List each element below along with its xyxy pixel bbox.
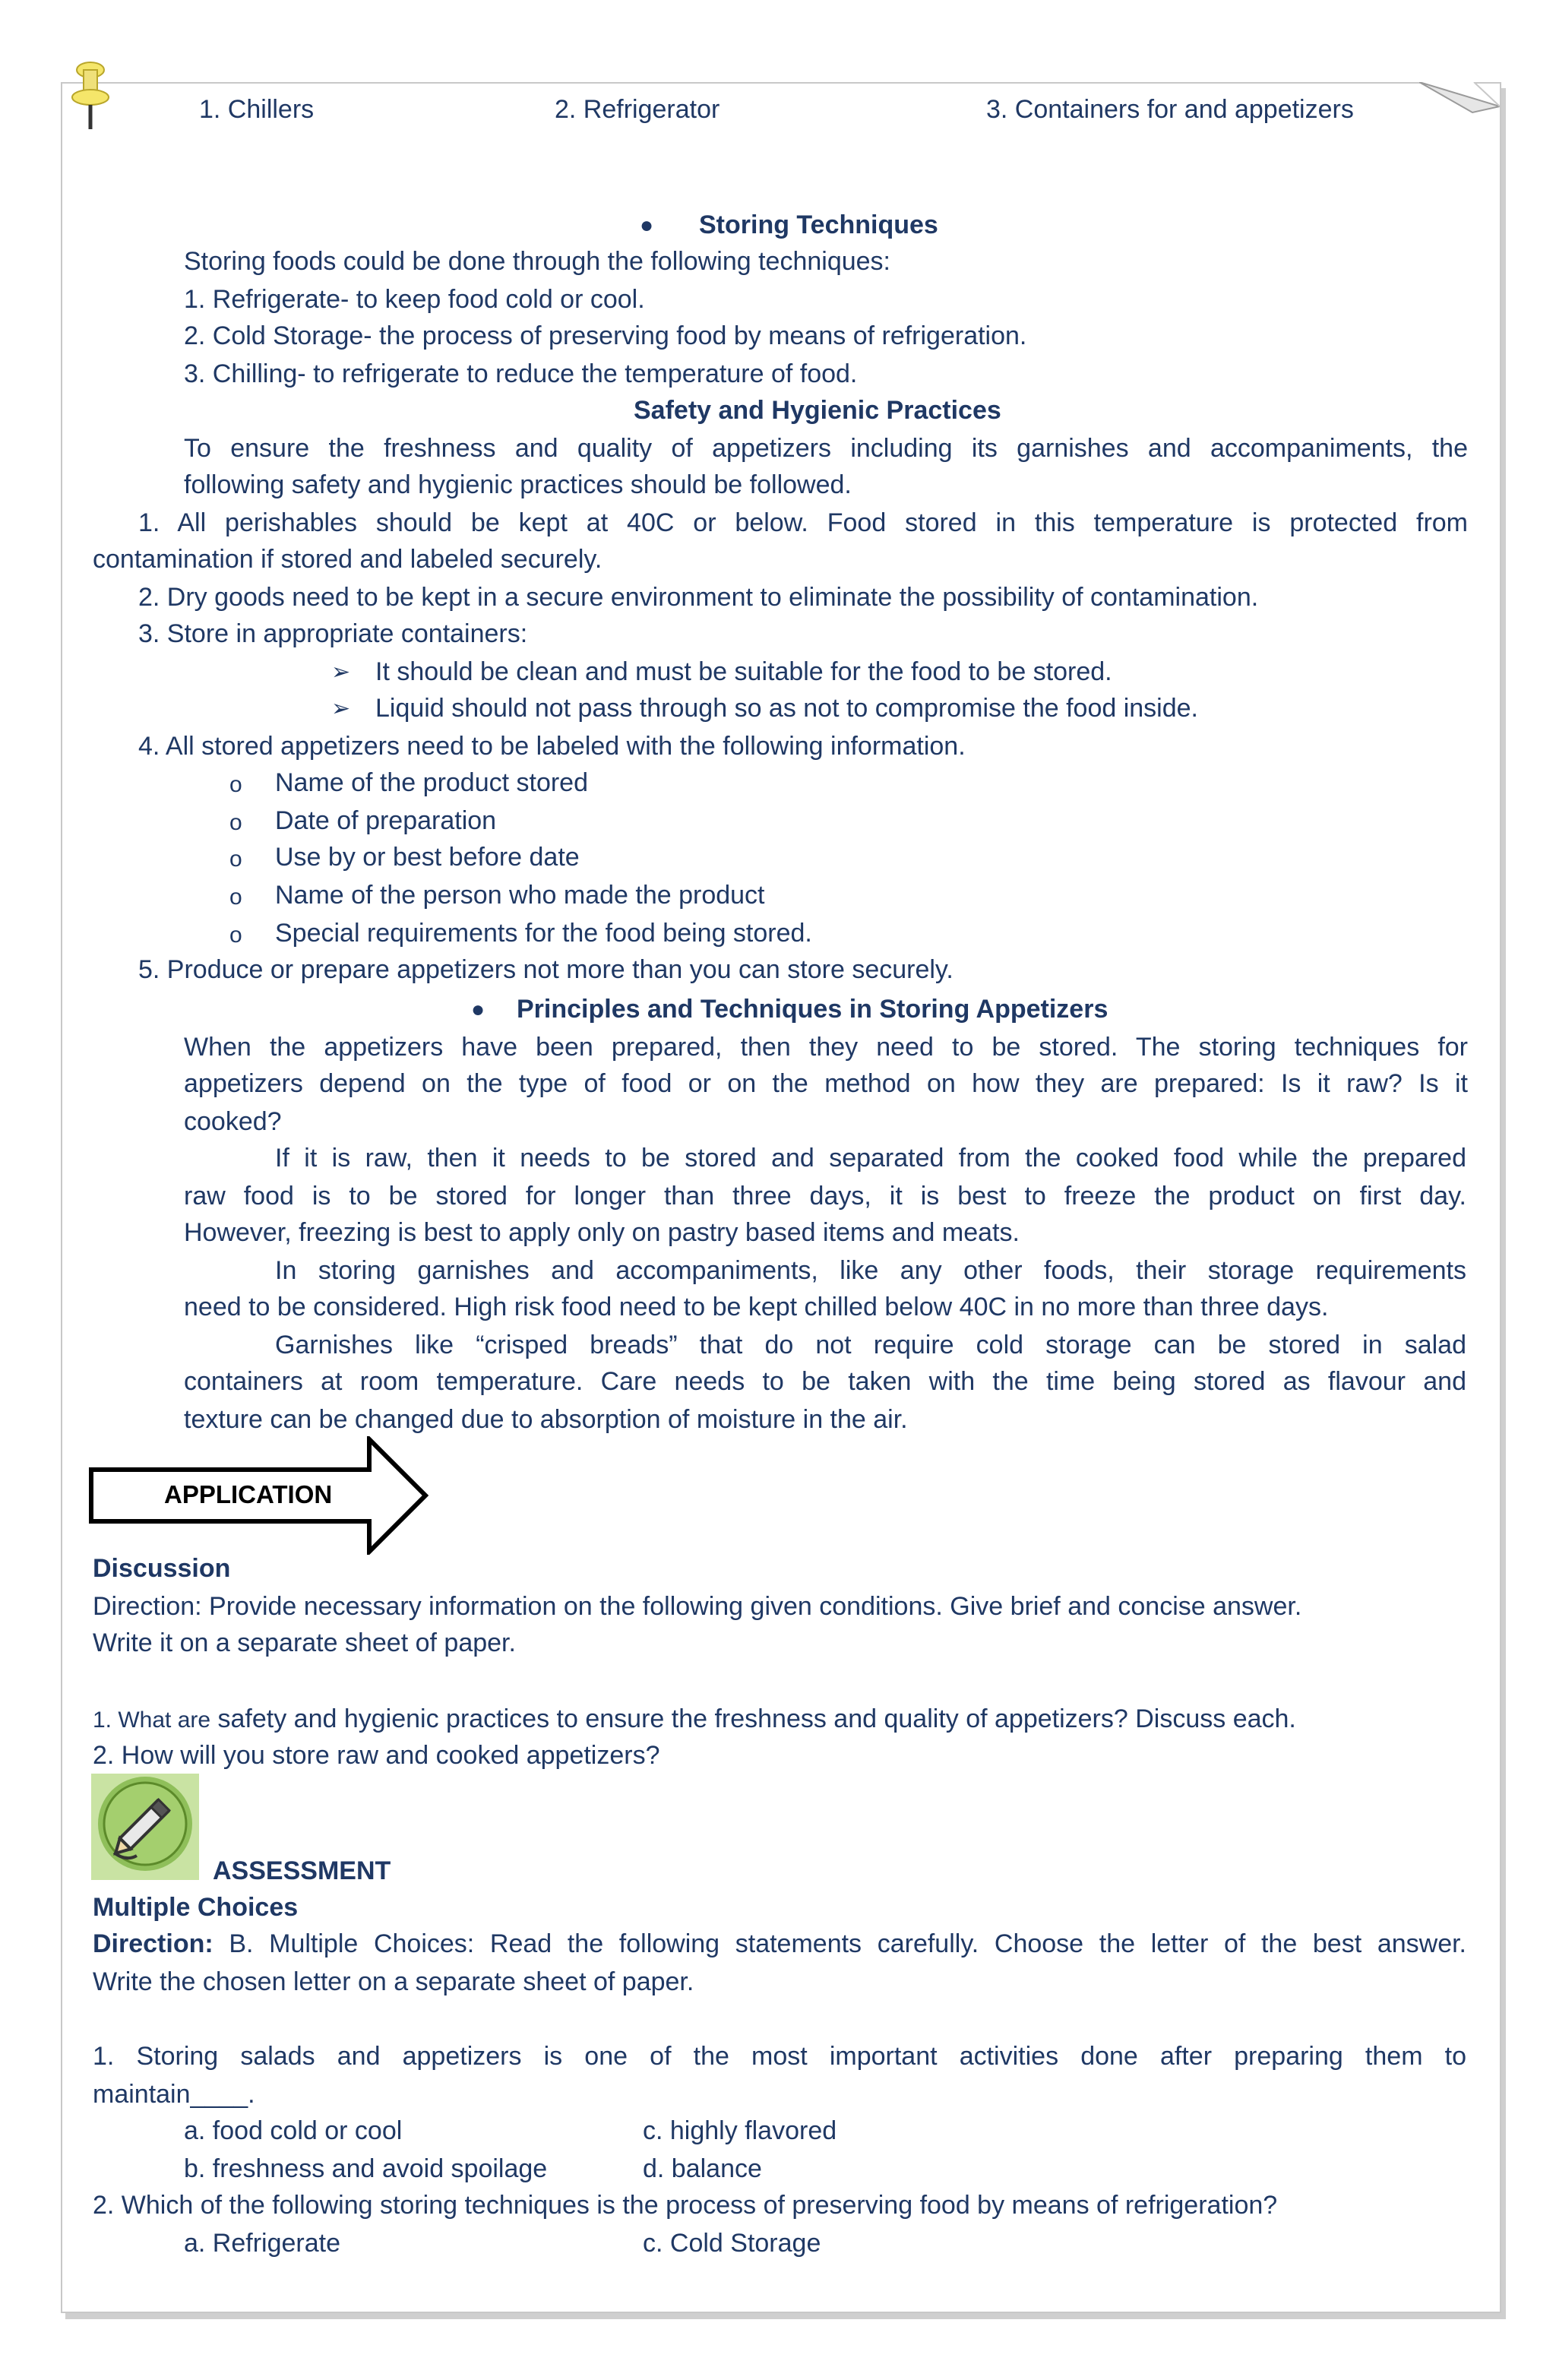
label-info-item: Special requirements for the food being stored. bbox=[275, 919, 812, 948]
header-item-refrigerator: 2. Refrigerator bbox=[555, 95, 720, 124]
assessment-heading: ASSESSMENT bbox=[213, 1856, 391, 1885]
safety-practice-3: 3. Store in appropriate containers: bbox=[138, 619, 528, 648]
choice-a: a. food cold or cool bbox=[184, 2116, 403, 2145]
circle-bullet-icon: o bbox=[229, 923, 242, 948]
safety-practice-4: 4. All stored appetizers need to be labeled with the following information. bbox=[138, 732, 966, 761]
discussion-question-1 bbox=[93, 1701, 1296, 1739]
assessment-direction bbox=[93, 1926, 1466, 1963]
bullet-icon: ● bbox=[471, 997, 485, 1022]
label-info-item: Name of the product stored bbox=[275, 768, 589, 797]
container-rule: Liquid should not pass through so as not to compromise the food inside. bbox=[375, 694, 1199, 723]
principles-line: cooked? bbox=[184, 1107, 282, 1136]
principles-line: appetizers depend on the type of food or on the method on how they are prepared: Is it raw? Is it bbox=[184, 1069, 1468, 1098]
choice-b: b. freshness and avoid spoilage bbox=[184, 2154, 548, 2183]
discussion-direction-cont: Write it on a separate sheet of paper. bbox=[93, 1628, 516, 1657]
principles-line: containers at room temperature. Care needs to be taken with the time being stored as flavour and bbox=[184, 1367, 1466, 1396]
principles-line: raw food is to be stored for longer than three days, it is best to freeze the product on first day. bbox=[184, 1182, 1466, 1211]
assessment-question-2: 2. Which of the following storing techniques is the process of preserving food by means of refrigeration? bbox=[93, 2191, 1278, 2220]
label-info-item: Use by or best before date bbox=[275, 843, 580, 872]
multiple-choices-heading: Multiple Choices bbox=[93, 1893, 299, 1922]
safety-practice-5: 5. Produce or prepare appetizers not more than you can store securely. bbox=[138, 955, 954, 984]
label-info-item: Name of the person who made the product bbox=[275, 881, 765, 910]
safety-intro-line: following safety and hygienic practices should be followed. bbox=[184, 470, 852, 499]
storing-item: 3. Chilling- to refrigerate to reduce the temperature of food. bbox=[184, 359, 858, 388]
section-heading-safety: Safety and Hygienic Practices bbox=[634, 396, 1001, 425]
principles-line: However, freezing is best to apply only on pastry based items and meats. bbox=[184, 1218, 1020, 1247]
principles-line: texture can be changed due to absorption of moisture in the air. bbox=[184, 1405, 908, 1434]
direction-label: Direction: bbox=[93, 1929, 213, 1958]
circle-bullet-icon: o bbox=[229, 772, 242, 797]
safety-practice-1: 1. All perishables should be kept at 40C or below. Food stored in this temperature is protected from bbox=[138, 508, 1468, 537]
application-label: APPLICATION bbox=[164, 1480, 333, 1508]
safety-intro-line: To ensure the freshness and quality of appetizers including its garnishes and accompaniments, the bbox=[184, 434, 1468, 463]
assessment-question-1: 1. Storing salads and appetizers is one of the most important activities done after preparing them to bbox=[93, 2042, 1466, 2071]
principles-line: When the appetizers have been prepared, then they need to be stored. The storing techniques for bbox=[184, 1033, 1468, 1062]
section-heading-storing: Storing Techniques bbox=[699, 210, 938, 239]
direction-text: B. Multiple Choices: Read the following statements carefully. Choose the letter of the best answer. bbox=[213, 1929, 1466, 1958]
choice-d: d. balance bbox=[643, 2154, 762, 2183]
safety-practice-1-cont: contamination if stored and labeled securely. bbox=[93, 545, 602, 574]
circle-bullet-icon: o bbox=[229, 847, 242, 872]
principles-line: In storing garnishes and accompaniments, like any other foods, their storage requirements bbox=[275, 1256, 1466, 1285]
label-info-item: Date of preparation bbox=[275, 806, 497, 835]
arrowhead-bullet-icon: ➢ bbox=[331, 696, 351, 721]
choice-c: c. highly flavored bbox=[643, 2116, 837, 2145]
storing-item: 1. Refrigerate- to keep food cold or cool. bbox=[184, 285, 645, 314]
bullet-icon: ● bbox=[640, 213, 654, 238]
discussion-direction: Direction: Provide necessary information on the following given conditions. Give brief and concise answer. bbox=[93, 1592, 1302, 1621]
discussion-question-2: 2. How will you store raw and cooked appetizers? bbox=[93, 1741, 660, 1770]
header-item-containers: 3. Containers for and appetizers bbox=[986, 95, 1354, 124]
principles-line: If it is raw, then it needs to be stored and separated from the cooked food while the prepared bbox=[275, 1144, 1466, 1173]
question-prefix: 1. What are bbox=[93, 1707, 211, 1733]
circle-bullet-icon: o bbox=[229, 810, 242, 835]
principles-line: Garnishes like “crisped breads” that do not require cold storage can be stored in salad bbox=[275, 1331, 1466, 1359]
safety-practice-2: 2. Dry goods need to be kept in a secure environment to eliminate the possibility of contamination. bbox=[138, 583, 1259, 612]
circle-bullet-icon: o bbox=[229, 885, 242, 910]
section-heading-principles: Principles and Techniques in Storing Appetizers bbox=[517, 995, 1108, 1024]
header-item-chillers: 1. Chillers bbox=[199, 95, 315, 124]
arrowhead-bullet-icon: ➢ bbox=[331, 660, 351, 685]
storing-intro: Storing foods could be done through the following techniques: bbox=[184, 247, 890, 276]
choice-c: c. Cold Storage bbox=[643, 2229, 821, 2258]
discussion-heading: Discussion bbox=[93, 1554, 231, 1583]
assessment-question-1-cont: maintain____. bbox=[93, 2080, 255, 2109]
container-rule: It should be clean and must be suitable for the food to be stored. bbox=[375, 657, 1112, 686]
assessment-direction-cont: Write the chosen letter on a separate sheet of paper. bbox=[93, 1967, 694, 1996]
principles-line: need to be considered. High risk food need to be kept chilled below 40C in no more than three days. bbox=[184, 1293, 1329, 1321]
choice-a: a. Refrigerate bbox=[184, 2229, 340, 2258]
question-text: safety and hygienic practices to ensure the freshness and quality of appetizers? Discuss each. bbox=[210, 1704, 1296, 1733]
pencil-icon bbox=[91, 1774, 199, 1880]
storing-item: 2. Cold Storage- the process of preserving food by means of refrigeration. bbox=[184, 321, 1027, 350]
